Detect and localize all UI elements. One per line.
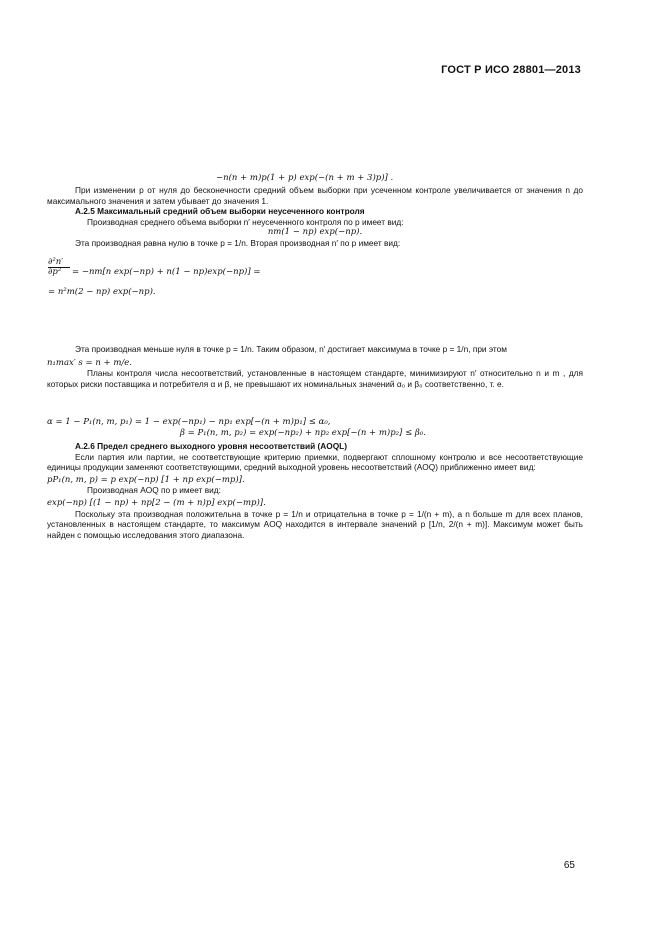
- body-block-3: [47, 441, 583, 540]
- standard-header: ГОСТ Р ИСО 28801—2013: [441, 64, 581, 76]
- paragraph-8: Поскольку эта производная положительна в точке p = 1/n и отрицательна в точке p = 1/(n + m), а n больше m для всех планов, установленных в настоящем стандарте, то максимум AOQ находится в интервале значений p [1/n, 2/(n + m)]. Максимум может быть найден с помощью исследования этого диапазона.: [47, 508, 583, 540]
- section-heading-a26: А.2.6 Предел среднего выходного уровня несоответствий (AOQL): [75, 441, 348, 451]
- page-number: 65: [563, 860, 575, 871]
- formula-7: exp(−np) [(1 − np) + np[2 − (m + n)p] exp(−mp)].: [47, 497, 266, 508]
- formula-4: n₁max′ s = n + m/e.: [47, 357, 132, 368]
- paragraph-4: Эта производная меньше нуля в точке p = 1/n. Таким образом, n′ достигает максимума в точке p = 1/n, при этом: [75, 344, 507, 354]
- formula-3-rhs: = −nm[n exp(−np) + n(1 − np)exp(−np)] =: [72, 267, 261, 277]
- formula-5a: α = 1 − P₁(n, m, p₁) = 1 − exp(−np₁) − np₁ exp[−(n + m)p₁] ≤ α₀,: [47, 417, 331, 427]
- section-heading-a25: А.2.5 Максимальный средний объем выборки неусеченного контроля: [75, 206, 365, 217]
- formula-5b: β = P₁(n, m, p₂) = exp(−np₂) + np₂ exp[−(n + m)p₂] ≤ β₀.: [180, 428, 426, 438]
- formula-6: pP₁(n, m, p) = p exp(−np) [1 + np exp(−mp)].: [47, 474, 245, 485]
- paragraph-5: Планы контроля числа несоответствий, установленные в настоящем стандарте, минимизируют n′ относительно n и m , для которых риски поставщика и потребителя α и β, не превышают их номинальных значений α₀ и β₀ соответственно, т. е.: [47, 368, 583, 389]
- paragraph-7: Производная AOQ по p имеет вид:: [87, 485, 221, 496]
- paragraph-6: Если партия или партии, не соответствующие критерию приемки, подвергают сплошному контролю и все несоответствующие единицы продукции заменяют соответствующими, средний выходной уровень несоответствий (AOQ) приближенно имеет вид:: [47, 451, 583, 473]
- paragraph-2: Производная среднего объема выборки n′ неусеченного контроля по p имеет вид:: [87, 216, 404, 227]
- paragraph-1: При изменении p от нуля до бесконечности средний объем выборки при усеченном контроле увеличивается от значения n до максимального значения и затем убывает до значения 1.: [47, 185, 583, 206]
- formula-top: −n(n + m)p(1 + p) exp(−(n + m + 3)p)] .: [216, 173, 394, 183]
- formula-3-line2: = n²m(2 − np) exp(−np).: [48, 287, 156, 297]
- body-block-1: [47, 185, 583, 249]
- formula-2: nm(1 − np) exp(−np).: [267, 227, 363, 238]
- paragraph-3: Эта производная равна нулю в точке p = 1/n. Вторая производная n′ по p имеет вид:: [75, 237, 401, 248]
- formula-3-numerator: ∂²n′: [48, 257, 64, 267]
- formula-3-lhs: [48, 258, 70, 277]
- body-block-2: [47, 344, 583, 389]
- formula-3-denominator: ∂p²: [48, 267, 70, 277]
